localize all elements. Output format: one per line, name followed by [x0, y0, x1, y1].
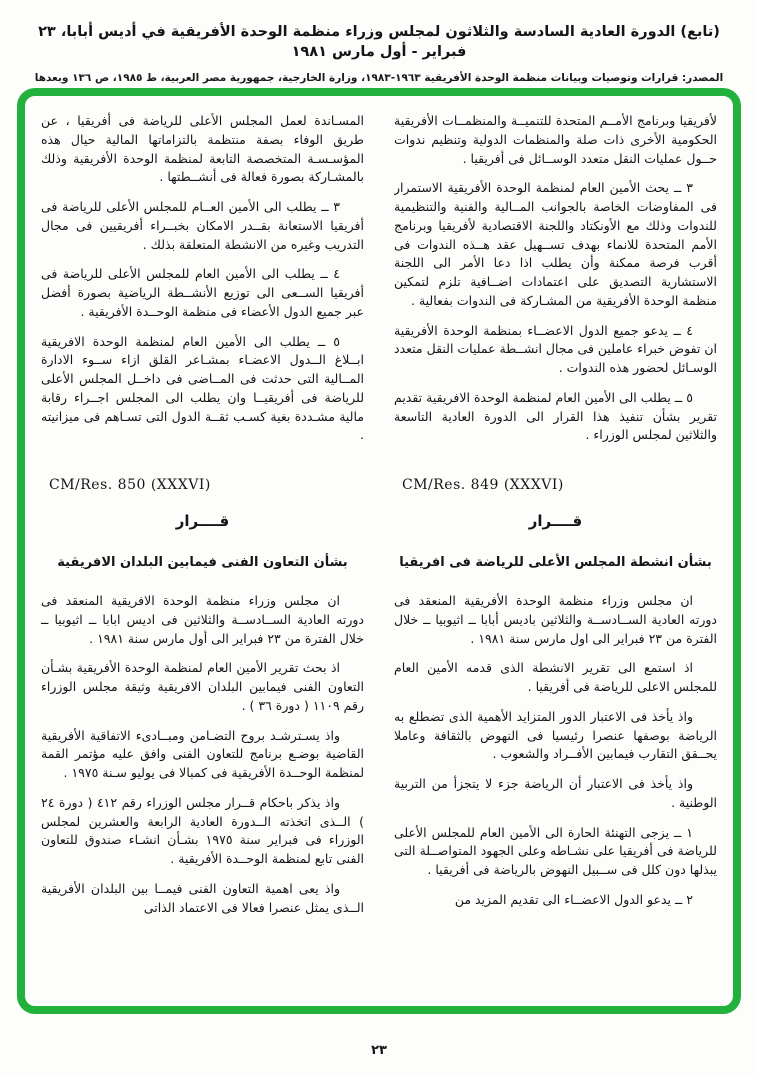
res-850-preamble-4: واذ يذكر باحكام قــرار مجلس الوزراء رقم ٤١٢ ( دورة ٢٤ ) الــذى اتخذته الــدورة العادية الرابعة والعشرين لمجلس الوزراء فى فبراير سنة ١٩٧٥ بشـأن انشـاء صندوق للتعاون الفنى تابع لمنظمة الوحــدة الأفريقية .: [41, 794, 364, 866]
res-850-preamble-2: اذ بحث تقرير الأمين العام لمنظمة الوحدة الأفريقية بشـأن التعاون الفنى فيمابين البلدان الافريقية وثيقة مجلس الوزراء رقم ١١٠٩ ( دورة ٣٦ ) .: [41, 660, 364, 713]
res-849-continuation: لأفريقيا وبرنامج الأمــم المتحدة للتنميــة والمنظمــات الأفريقية الحكومية الأخرى ذات صلة والمنظمات الدولية وتنظيم ندوات حــول عمليات النقل متعدد الوســائل فى أفريقيا .: [394, 113, 717, 166]
decision-heading-850: قــــرار: [175, 512, 230, 530]
column-left-res-850: [41, 112, 364, 996]
page-number: ٢٣: [371, 1043, 387, 1058]
source-citation: المصدر: قرارات وتوصيات وبيانات منظمة الوحدة الأفريقية ١٩٦٣-١٩٨٣، وزارة الخارجية، جمهورية مصر العربية، ط ١٩٨٥، ص ١٣٦ وبعدها: [34, 71, 724, 84]
page-header: [0, 0, 758, 84]
res-850-preamble-1: ان مجلس وزراء منظمة الوحدة الافريقية المنعقد فى دورته العادية الســادســة والثلاثين فى اديس ابابا ــ اثيوبيا ــ خلال الفترة من ٢٣ فبراير الى أول مارس سنة ١٩٨١ .: [41, 593, 364, 646]
column-right-res-849: [394, 112, 717, 996]
res-849-preamble-1: ان مجلس وزراء منظمة الوحدة الأفريقية المنعقد فى دورته العادية الســادســة والثلاثين باديس أبابا ــ اثيوبيا ــ خلال الفترة من ٢٣ فبراير الى اول مارس سنة ١٩٨١ .: [394, 593, 717, 646]
res-850-clause-3: ٣ ــ يطلب الى الأمين العــام للمجلس الأعلى للرياضة فى أفريقيا الاستعانة بقــدر الامكان بخبــراء أفريقيين فى مجال التدريب وغيره من الانشطة المتعلقة بذلك .: [41, 199, 364, 252]
resolutions-green-frame: [17, 88, 741, 1014]
res-849-clause-2: ٢ ــ يدعو الدول الاعضــاء الى تقديم المزيد من: [454, 891, 693, 907]
res-850-preamble-3: واذ يسـترشـد بروح التضـامن ومبــادىء الاتفاقية الأفريقية القاضية بوضـع برنامج للتعاون الفنى وافق عليه مؤتمر القمة لمنظمة الوحــدة الأفريقية فى كمبالا فى يوليو سـنة ١٩٧٥ .: [41, 727, 364, 780]
resolution-subject-850: بشأن التعاون الفنى فيمابين البلدان الافريقية: [57, 554, 348, 570]
resolution-code-849: CM/Res. 849 (XXXVI): [402, 477, 564, 493]
res-849-preamble-2: اذ استمع الى تقرير الانشطة الذى قدمه الأمين العام للمجلس الاعلى للرياضة فى أفريقيا .: [394, 660, 717, 694]
res-850-continuation: المسـاندة لعمل المجلس الأعلى للرياضة فى أفريقيا ، عن طريق الوفاء بصفة منتظمة بالتزاماتها المالية حيال هذه المؤسـسـة المتخصصة التابعة لمنظمة الوحدة الأفريقية وذلك بالمشـاركة بصورة فعالة فى أنشــطتها .: [41, 113, 364, 185]
res-849-clause-4: ٤ ــ يدعو جميع الدول الاعضــاء بمنظمة الوحدة الأفريقية ان تفوض خبراء عاملين فى مجال انشــطة عمليات النقل متعدد الوسـائل لحضور هذه الندوات .: [394, 322, 717, 375]
decision-heading-849: قــــرار: [528, 512, 583, 530]
res-850-clause-5: ٥ ــ يطلب الى الأمين العام لمنظمة الوحدة الافريقية ابــلاغ الــدول الاعضـاء بمشـاعر القلق ازاء ســوء الادارة المــالية التى حدثت فى المــاضى فى داخــل المجلس الأعلى للرياضة فى أفريقيــا وان يطلب الى المجلس اجــراء رقابة مالية مشـددة بغية كسـب ثقــة الدول التى تسـاهم فى ميزانيته .: [41, 333, 364, 443]
session-title: (تابع) الدورة العادية السادسة والثلاثون لمجلس وزراء منظمة الوحدة الأفريقية في أديس أبابا، ٢٣ فبراير - أول مارس ١٩٨١: [38, 24, 720, 61]
res-849-clause-5: ٥ ــ يطلب الى الأمين العام لمنظمة الوحدة الافريقية تقديم تقرير بشأن تنفيذ هذا القرار الى الدورة العادية التاسعة والثلاثين لمجلس الوزراء .: [394, 389, 717, 443]
res-849-clause-3: ٣ ــ يحث الأمين العام لمنظمة الوحدة الأفريقية الاستمرار فى المفاوضات الخاصة بالجوانب المــالية والفنية والتنظيمية للندوات وذلك مع الأونكتاد واللجنة الاقتصادية لأفريقيا وبرنامج الأمم المتحدة للانماء بهدف تســهيل عقد هــذه الندوات فى أقرب فرصة ممكنة وأن يطلب اذا دعا الأمر الى اللجنة الاستشارية التصديق على اعتمادات اضــافية تلزم لتمكين منظمة الوحدة الأفريقية من المشـاركة فى الندوات بفعالية .: [394, 180, 717, 308]
res-850-preamble-5: واذ يعى اهمية التعاون الفنى فيمــا بين البلدان الأفريقية الــذى يمثل عنصرا فعالا فى الاعتماد الذاتى: [41, 880, 364, 915]
res-850-clause-4: ٤ ــ يطلب الى الأمين العام للمجلس الأعلى للرياضة فى أفريقيا الســعى الى توزيع الأنشــطة الرياضية بصورة أفضل عبر جميع الدول الأعضاء فى منظمة الوحــدة الأفريقية .: [41, 266, 364, 319]
resolution-code-850: CM/Res. 850 (XXXVI): [49, 477, 211, 493]
res-849-clause-1: ١ ــ يزجى التهنئة الحارة الى الأمين العام للمجلس الأعلى للرياضة فى أفريقيا على نشـاطه وعلى الجهود المتواصــلة التى يبذلها دون كلل فى ســبيل النهوض بالرياضة فى أفريقيا .: [394, 824, 717, 877]
res-849-preamble-4: واذ يأخذ فى الاعتبار أن الرياضة جزء لا يتجزأ من التربية الوطنية .: [394, 776, 717, 810]
res-849-preamble-3: واذ يأخذ فى الاعتبار الدور المتزايد الأهمية الذى تضطلع به الرياضة بوصفها عنصرا رئيسيا فى النهوض بالثقافة وعاملا يحــقق التقارب فيمابين الأفــراد والشعوب .: [394, 708, 717, 762]
resolution-subject-849: بشأن انشطة المجلس الأعلى للرياضة فى افريقيا: [399, 554, 712, 570]
